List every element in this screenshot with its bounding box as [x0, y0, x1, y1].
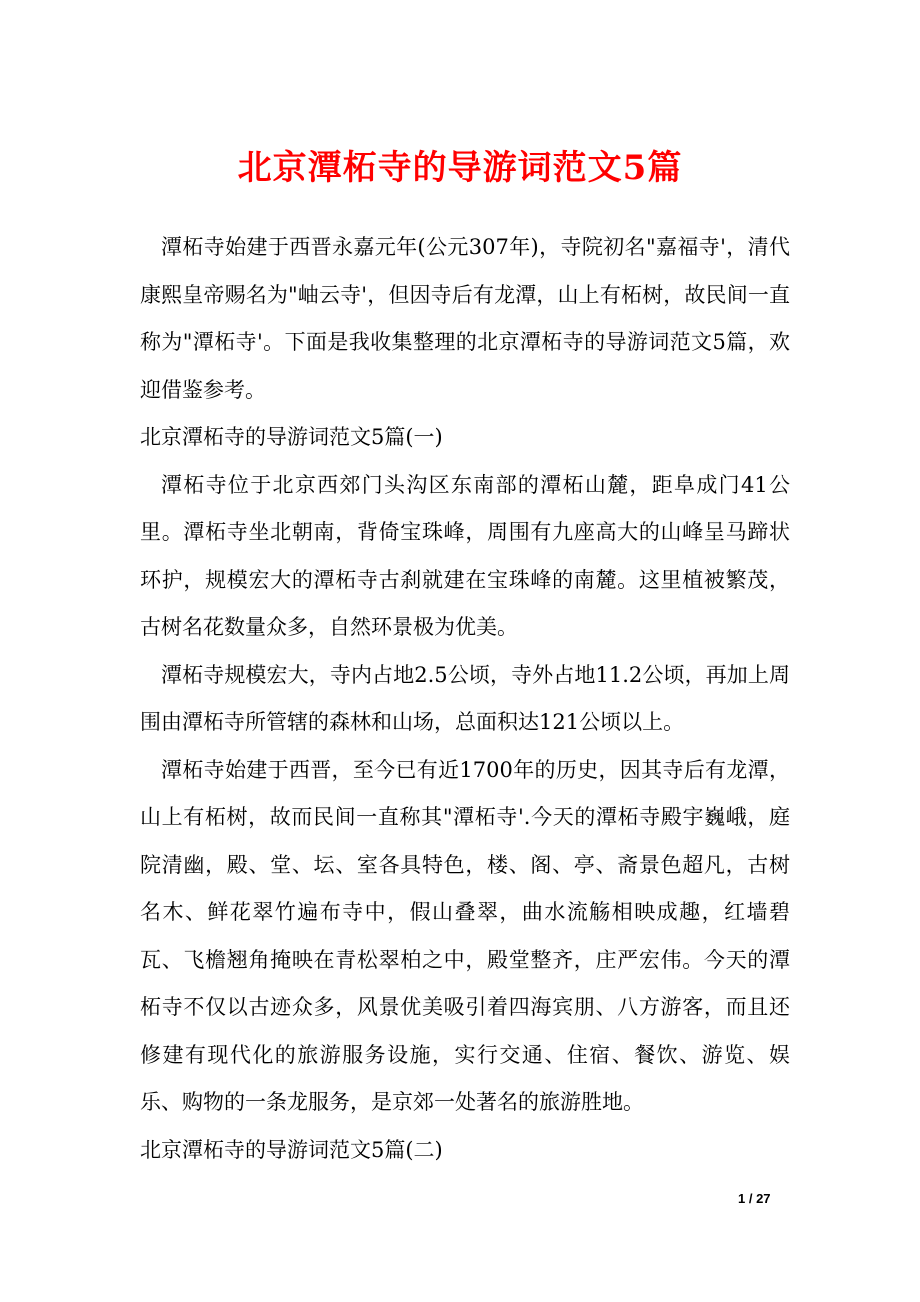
body-paragraph: 潭柘寺规模宏大，寺内占地2.5公顷，寺外占地11.2公顷，再加上周围由潭柘寺所管辖的森林和山场，总面积达121公顷以上。: [140, 662, 790, 734]
section-heading-2: 北京潭柘寺的导游词范文5篇(二): [140, 1137, 443, 1162]
page-number: 1 / 27: [738, 1191, 771, 1206]
document-body: [140, 224, 790, 1174]
section-heading-1: 北京潭柘寺的导游词范文5篇(一): [140, 425, 443, 449]
document-title: 北京潭柘寺的导游词范文5篇: [237, 148, 683, 188]
body-paragraph: 潭柘寺位于北京西郊门头沟区东南部的潭柘山麓，距阜成门41公里。潭柘寺坐北朝南，背倚宝珠峰，周围有九座高大的山峰呈马蹄状环护，规模宏大的潭柘寺古刹就建在宝珠峰的南麓。这里植被繁茂，古树名花数量众多，自然环景极为优美。: [140, 472, 790, 639]
body-paragraph: 潭柘寺始建于西晋，至今已有近1700年的历史，因其寺后有龙潭，山上有柘树，故而民间一直称其"潭柘寺'.今天的潭柘寺殿宇巍峨，庭院清幽，殿、堂、坛、室各具特色，楼、阁、亭、斋景色超凡，古树名木、鲜花翠竹遍布寺中，假山叠翠，曲水流觞相映成趣，红墙碧瓦、飞檐翘角掩映在青松翠柏之中，殿堂整齐，庄严宏伟。今天的潭柘寺不仅以古迹众多，风景优美吸引着四海宾朋、八方游客，而且还修建有现代化的旅游服务设施，实行交通、住宿、餐饮、游览、娱乐、购物的一条龙服务，是京郊一处著名的旅游胜地。: [140, 757, 790, 1114]
intro-paragraph: 潭柘寺始建于西晋永嘉元年(公元307年)，寺院初名"嘉福寺'，清代康熙皇帝赐名为"岫云寺'，但因寺后有龙潭，山上有柘树，故民间一直称为"潭柘寺'。下面是我收集整理的北京潭柘寺的导游词范文5篇，欢迎借鉴参考。: [140, 235, 790, 402]
